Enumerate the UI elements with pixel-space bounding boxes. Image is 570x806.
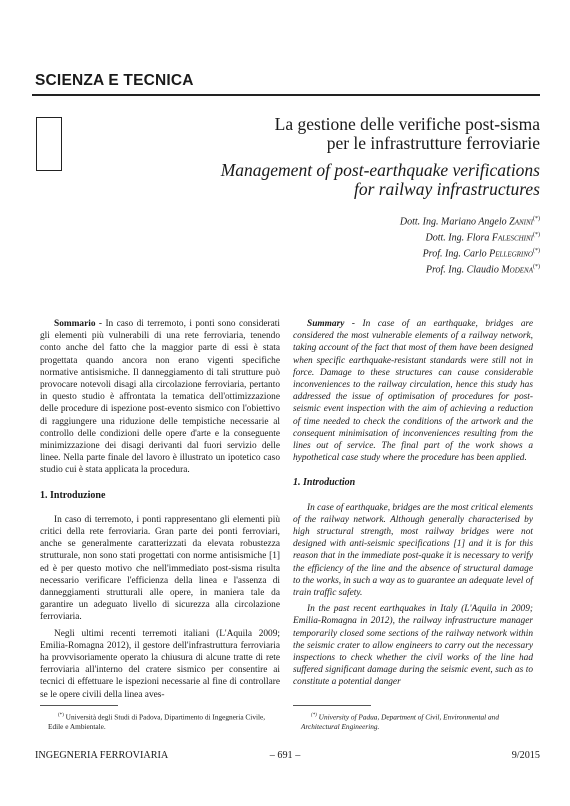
author-line [400, 261, 540, 277]
section-header: SCIENZA E TECNICA [35, 72, 194, 89]
author-surname: Modena [501, 264, 533, 276]
author-line [400, 229, 540, 245]
abstract-english [293, 318, 533, 464]
italian-title [80, 115, 540, 153]
footnote-italian [48, 711, 280, 732]
english-title-line-2: for railway infrastructures [353, 179, 540, 199]
abstract-text: In caso di terremoto, i ponti sono considerati gli elementi più vulnerabili di una rete ferroviaria, tenendo conto anche del fatto che la maggior parte di essi è stata progettata quando ancora non erano vigenti specifiche normative antisismiche. Il danneggiamento di tali strutture può provocare notevoli disagi alla circolazione ferroviaria, pertanto in questo studio è affrontata la tematica dell'ottimizzazione delle procedure di ispezione post-evento sismico con l'obiettivo di raggiungere una riduzione delle tempistiche necessarie al controllo delle condizioni delle opere d'arte e la conseguente minimizzazione dei disagi derivanti dal fuori servizio delle linee. Nella parte finale del lavoro è illustrato un ipotetico caso studio cui è stata applicata la procedura. [40, 319, 280, 476]
author-title: Prof. Ing. Carlo [422, 248, 490, 260]
journal-name: INGEGNERIA FERROVIARIA [35, 750, 169, 761]
author-title: Dott. Ing. Flora [425, 232, 492, 244]
abstract-text: In case of an earthquake, bridges are considered the most vulnerable elements of a railway network, taking account of the fact that most of them have been designed when specific earthquake-resistant standards were still not in force. Damage to these structures can cause considerable inconveniences to the railway circulation, hence this study has addressed the issue of optimisation of procedures for post-seismic event inspection with the aim of achieving a reduction of time needed to check the conditions of the artwork and the consequent minimisation of inconveniences resulting from the lines out of service. The final part of the work shows a hypothetical case study where the procedure has been applied. [293, 319, 533, 464]
author-surname: Faleschini [491, 232, 533, 244]
author-surname: Pellegrino [489, 248, 533, 260]
italian-title-line-2: per le infrastrutture ferroviarie [326, 133, 540, 153]
section-divider [32, 94, 540, 96]
issue-number: 9/2015 [511, 750, 540, 761]
abstract-label: Sommario - [54, 319, 103, 329]
footnote-text: University of Padua, Department of Civil, Environmental and Architectural Engineering. [301, 712, 499, 732]
author-affiliation-mark: (*) [533, 263, 540, 270]
author-affiliation-mark: (*) [533, 216, 540, 222]
author-affiliation-mark: (*) [533, 247, 540, 254]
italian-column [40, 318, 280, 701]
section-heading: 1. Introduction [293, 477, 356, 489]
italian-title-line-1: La gestione delle verifiche post-sisma [274, 114, 540, 134]
footnote-mark: (*) [311, 713, 317, 718]
body-paragraph: In caso di terremoto, i ponti rappresentano gli elementi più critici della rete ferroviaria. Gran parte dei ponti ferroviari, anche se generalmente caratterizzati da elevata robustezza strutturale, non sono stati progettati con norme antisismiche [1] ed è per questo motivo che nell'immediato post-sisma risulta necessario verificare l'efficienza della linea e l'assenza di danneggiamenti strutturali alle opere, in maniera tale da garantire un adeguato livello di sicurezza alla circolazione ferroviaria. [40, 514, 280, 623]
abstract-label: Summary - [307, 319, 355, 329]
body-paragraph: In the past recent earthquakes in Italy (L'Aquila in 2009; Emilia-Romagna in 2012), the railway infrastructure manager temporarily closed some sections of the railway network within the seismic crater to allow engineers to carry out the necessary inspections to check whether the civil works of the line had suffered significant damage during the seismic event, such as to constitute a potential danger [293, 604, 533, 688]
author-list [400, 213, 540, 277]
page-number: – 691 – [269, 750, 301, 761]
body-paragraph: In case of earthquake, bridges are the most critical elements of the railway network. Although generally characterised by high structural strength, most railway bridges were not designed with anti-seismic specifications [1] and it is for this reason that in the immediate post-quake it is necessary to verify the efficiency of the line and the absence of structural damage to the works, in such a way as to guarantee an adequate level of train traffic safety. [293, 502, 533, 599]
english-title [80, 161, 540, 199]
author-affiliation-mark: (*) [533, 231, 540, 238]
author-line [400, 245, 540, 261]
author-line [400, 213, 540, 229]
section-heading: 1. Introduzione [40, 489, 106, 501]
decorative-box [36, 117, 62, 171]
footnote-english [301, 711, 533, 732]
abstract-italian [40, 318, 280, 477]
author-title: Dott. Ing. Mariano Angelo [399, 216, 510, 228]
english-column [293, 318, 533, 689]
english-title-line-1: Management of post-earthquake verifications [220, 160, 540, 180]
footnote-mark: (*) [58, 713, 64, 718]
footnote-divider [293, 705, 371, 706]
footnote-divider [40, 705, 118, 706]
author-surname: Zanini [509, 216, 533, 228]
footnote-text: Università degli Studi di Padova, Dipartimento di Ingegneria Civile, Edile e Ambientale. [48, 712, 266, 732]
body-paragraph: Negli ultimi recenti terremoti italiani (L'Aquila 2009; Emilia-Romagna 2012), il gestore dell'infrastruttura ferroviaria ha provvisoriamente operato la chiusura di alcune tratte di rete ferroviaria all'interno del cratere sismico per consentire ai tecnici di effettuare le ispezioni necessarie al fine di controllare se le opere civili della linea aves- [40, 628, 280, 700]
author-title: Prof. Ing. Claudio [425, 264, 502, 276]
